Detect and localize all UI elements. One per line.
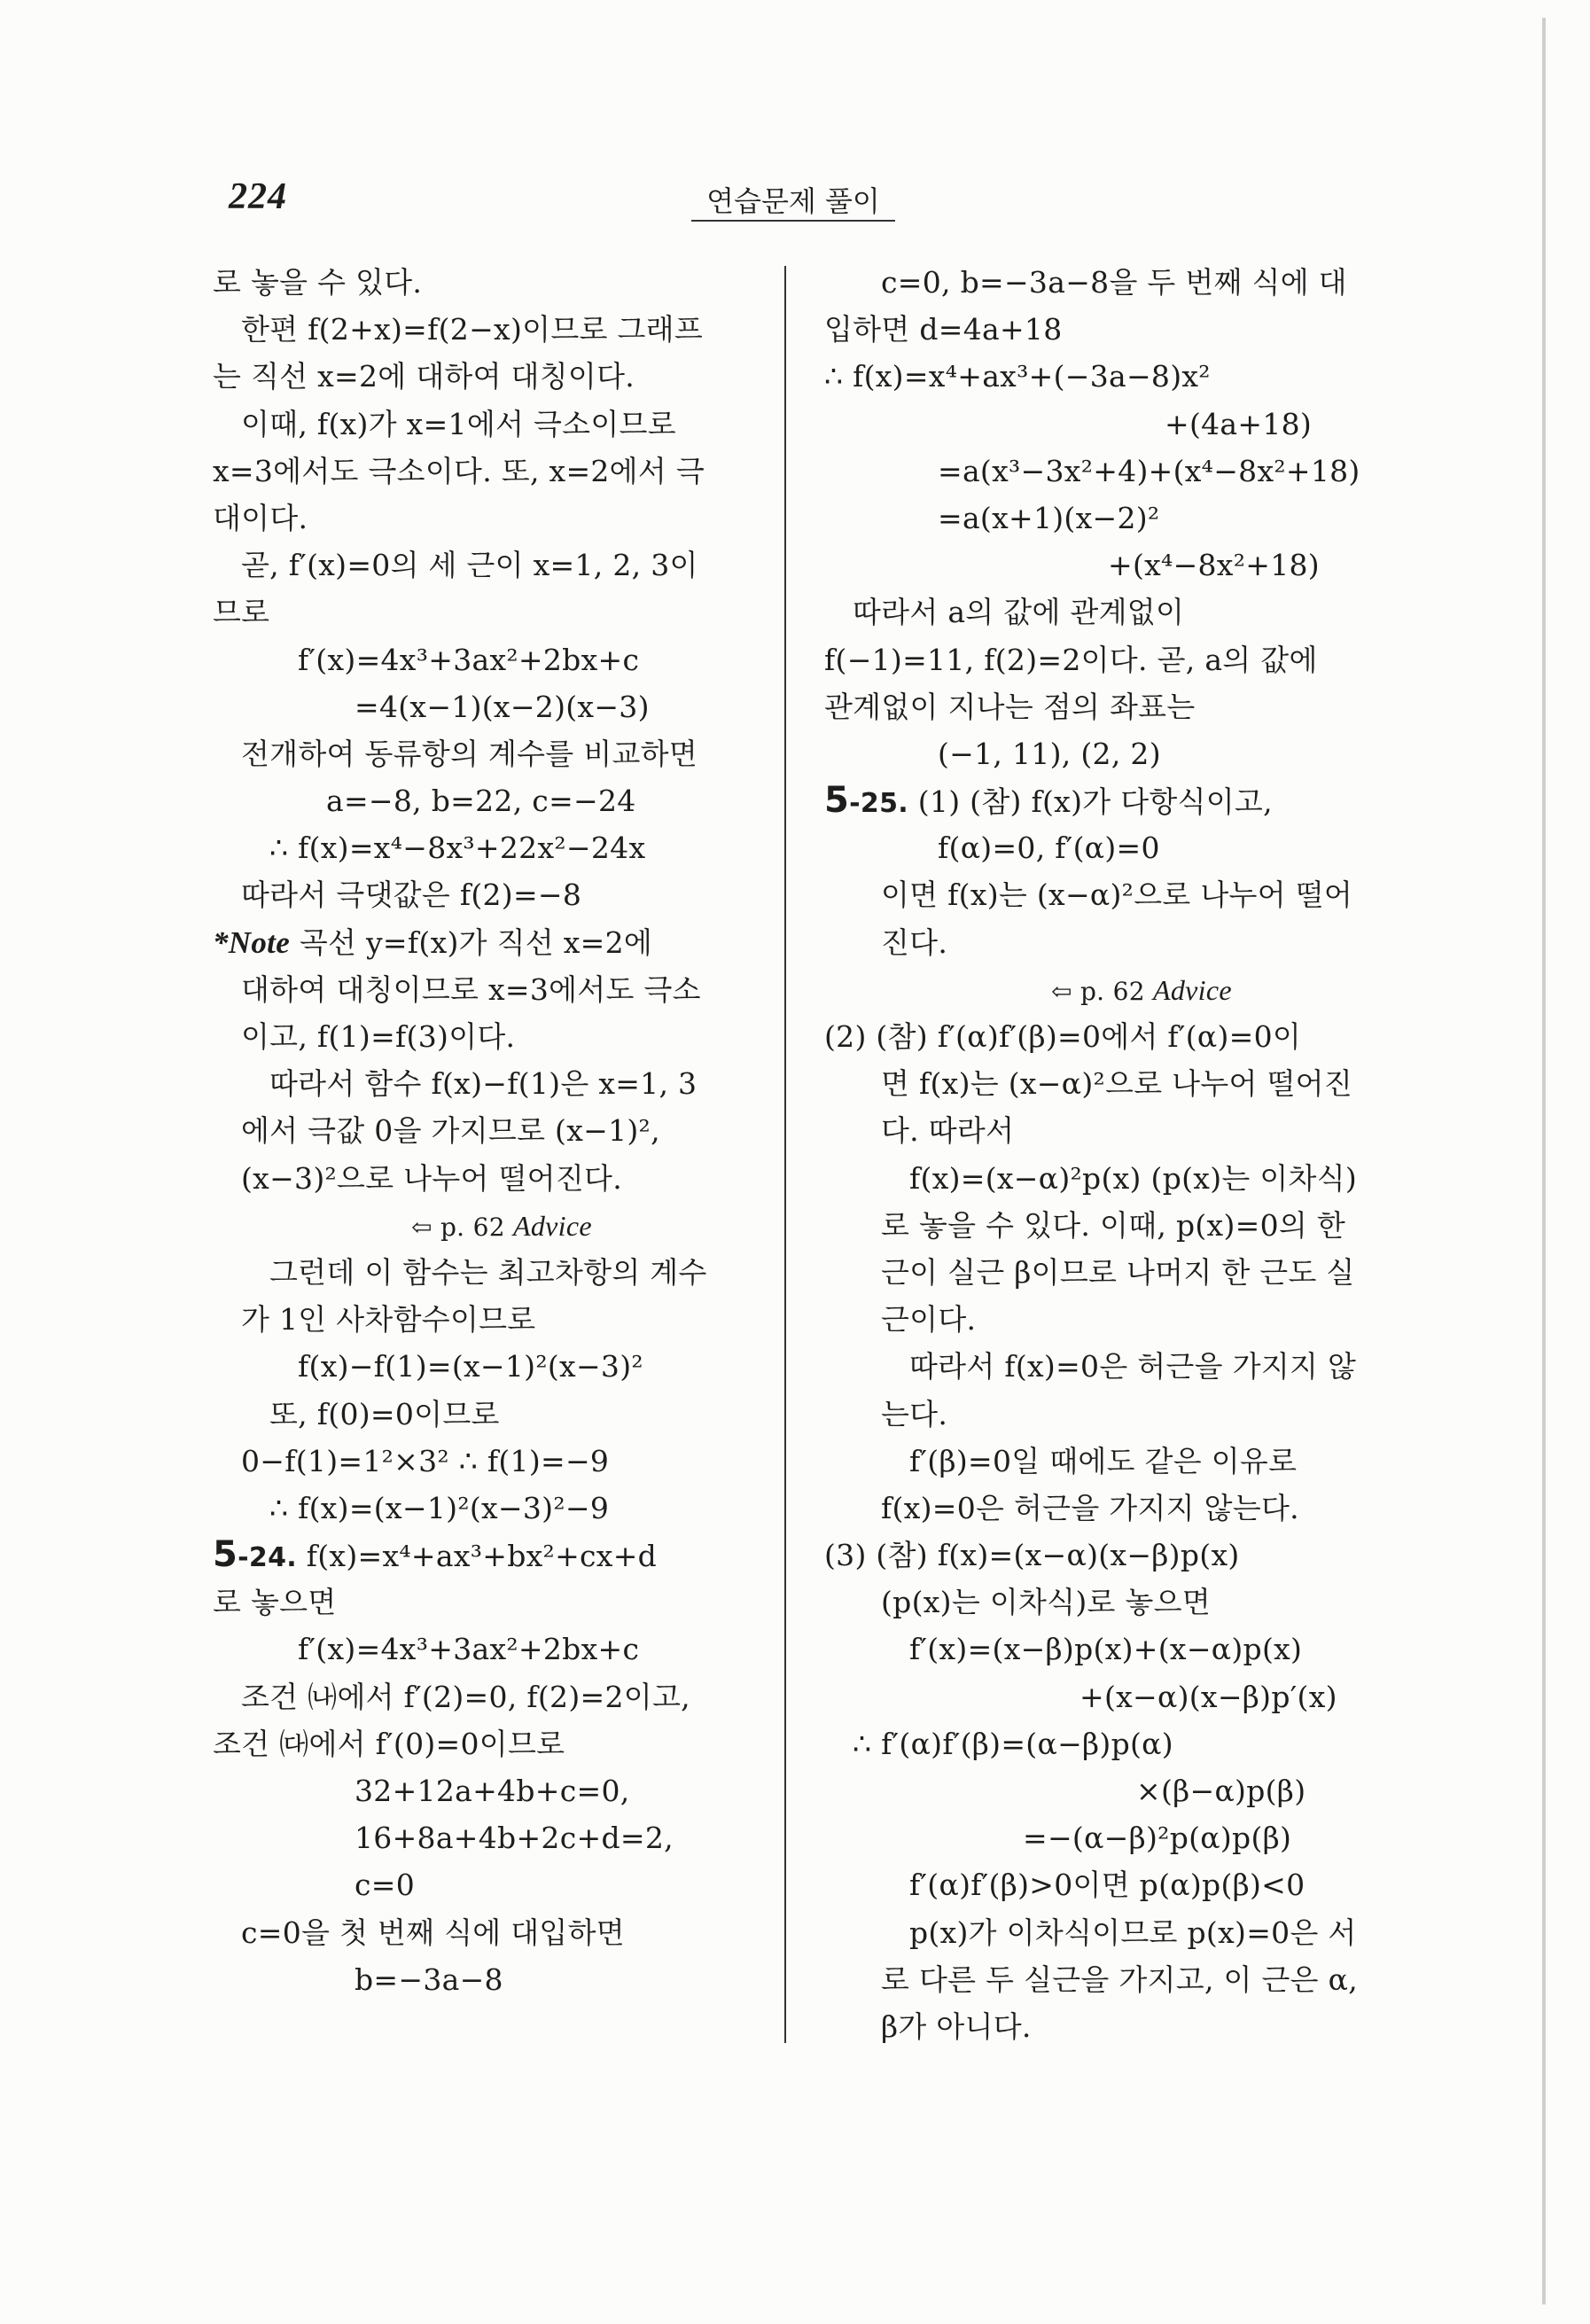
text-line [213, 1013, 762, 1060]
line-text: ∴ f′(α)f′(β)=(α−β)p(α) [853, 1726, 1173, 1761]
line-text: =a(x³−3x²+4)+(x⁴−8x²+18) [938, 453, 1360, 488]
line-text: 로 다른 두 실근을 가지고, 이 근은 α, [881, 1961, 1359, 1997]
text-line [824, 871, 1409, 918]
line-text: 따라서 극댓값은 f(2)=−8 [241, 877, 582, 913]
note-label: *Note [213, 924, 291, 960]
right-column [824, 259, 1409, 2050]
line-text: 진다. [881, 924, 948, 960]
text-line [213, 1579, 762, 1626]
text-line [213, 919, 762, 966]
line-text: +(x⁴−8x²+18) [1108, 548, 1320, 583]
text-line [824, 1720, 1409, 1767]
line-text: 이때, f(x)가 x=1에서 극소이므로 [241, 406, 676, 441]
text-line [824, 1532, 1409, 1579]
line-text: f′(x)=4x³+3ax²+2bx+c [298, 1632, 640, 1667]
line-text: β가 아니다. [881, 2008, 1032, 2044]
line-text: 이고, f(1)=f(3)이다. [241, 1019, 516, 1054]
text-line [213, 542, 762, 589]
line-text: f′(α)f′(β)>0이면 p(α)p(β)<0 [909, 1868, 1306, 1903]
text-line [213, 1814, 762, 1861]
line-text: f(α)=0, f′(α)=0 [938, 831, 1160, 866]
problem-number [213, 1534, 297, 1576]
line-text: c=0을 첫 번째 식에 대입하면 [241, 1915, 625, 1950]
text-line [213, 353, 762, 400]
text-line [824, 824, 1409, 871]
text-line [213, 1767, 762, 1814]
text-line [824, 1391, 1409, 1438]
text-line [824, 636, 1409, 683]
text-line [824, 1673, 1409, 1720]
line-text: 곡선 y=f(x)가 직선 x=2에 [290, 924, 653, 960]
line-text: f(−1)=11, f(2)=2이다. 곧, a의 값에 [824, 642, 1318, 677]
line-text: 곧, f′(x)=0의 세 근이 x=1, 2, 3이 [241, 548, 698, 583]
line-text: 전개하여 동류항의 계수를 비교하면 [241, 736, 698, 771]
line-text: f′(x)=(x−β)p(x)+(x−α)p(x) [909, 1632, 1303, 1667]
text-line [213, 448, 762, 495]
running-head-underline [691, 220, 895, 222]
text-line [824, 1956, 1409, 2003]
line-text: (2) (참) f′(α)f′(β)=0에서 f′(α)=0이 [824, 1019, 1302, 1054]
line-text: f(x)=x⁴+ax³+bx²+cx+d [296, 1539, 658, 1574]
line-text: 따라서 함수 f(x)−f(1)은 x=1, 3 [269, 1066, 698, 1102]
line-text: 로 놓으면 [213, 1585, 337, 1620]
line-text: (−1, 11), (2, 2) [938, 736, 1161, 771]
line-text: 므로 [213, 595, 270, 630]
left-column [213, 259, 762, 2003]
problem-chapter: 5 [824, 780, 850, 822]
line-text: 따라서 a의 값에 관계없이 [853, 595, 1185, 630]
line-text: x=3에서도 극소이다. 또, x=2에서 극 [213, 453, 705, 488]
text-line [213, 401, 762, 448]
line-text: ∴ f(x)=x⁴−8x³+22x²−24x [269, 831, 646, 866]
text-line [824, 919, 1409, 966]
text-line [213, 1861, 762, 1908]
text-line [213, 777, 762, 824]
text-line [824, 259, 1409, 306]
line-text: =4(x−1)(x−2)(x−3) [355, 689, 650, 724]
text-line [824, 542, 1409, 589]
line-text: b=−3a−8 [355, 1961, 503, 1997]
text-line [213, 1391, 762, 1438]
text-line [824, 1485, 1409, 1532]
line-text: +(x−α)(x−β)p′(x) [1079, 1679, 1337, 1714]
line-text: +(4a+18) [1165, 406, 1313, 441]
page-edge-line [1542, 18, 1546, 2305]
text-line [824, 353, 1409, 400]
line-text: f(x)=0은 허근을 가지지 않는다. [881, 1490, 1299, 1525]
text-line [213, 1343, 762, 1390]
line-text: 0−f(1)=1²×3² ∴ f(1)=−9 [241, 1443, 610, 1478]
text-line [213, 1485, 762, 1532]
line-text: 또, f(0)=0이므로 [269, 1396, 500, 1431]
page-number: 224 [229, 176, 287, 217]
text-line [213, 730, 762, 777]
text-line [824, 1155, 1409, 1202]
line-text: ∴ f(x)=x⁴+ax³+(−3a−8)x² [824, 359, 1211, 394]
text-line [824, 1343, 1409, 1390]
line-text: 따라서 f(x)=0은 허근을 가지지 않 [909, 1349, 1357, 1384]
reference-page: ⇦ p. 62 [1051, 976, 1154, 1006]
line-text: 조건 ㈏에서 f′(2)=0, f(2)=2이고, [241, 1679, 690, 1714]
text-line [824, 2003, 1409, 2050]
reference-advice: Advice [513, 1209, 592, 1242]
text-line [824, 401, 1409, 448]
text-line [213, 1956, 762, 2003]
text-line [824, 1861, 1409, 1908]
text-line [824, 1296, 1409, 1343]
text-line [824, 495, 1409, 542]
text-line [213, 589, 762, 636]
line-text: a=−8, b=22, c=−24 [326, 784, 636, 819]
text-line [213, 871, 762, 918]
line-text: 에서 극값 0을 가지므로 (x−1)², [241, 1113, 660, 1149]
text-line [824, 306, 1409, 353]
text-line [213, 1060, 762, 1107]
line-text: 그런데 이 함수는 최고차항의 계수 [269, 1254, 707, 1290]
text-line [213, 824, 762, 871]
page-reference [411, 1209, 592, 1242]
line-text: (3) (참) f(x)=(x−α)(x−β)p(x) [824, 1538, 1240, 1573]
line-text: c=0 [355, 1868, 416, 1903]
text-line [213, 1296, 762, 1343]
problem-chapter: 5 [213, 1534, 238, 1576]
running-head: 연습문제 풀이 [706, 184, 880, 218]
problem-index: -25. [849, 788, 908, 820]
text-line [824, 1909, 1409, 1956]
problem-number [824, 780, 908, 822]
line-text: 관계없이 지나는 점의 좌표는 [824, 689, 1196, 724]
problem-index: -24. [238, 1542, 297, 1574]
text-line [213, 495, 762, 542]
line-text: 조건 ㈐에서 f′(0)=0이므로 [213, 1726, 565, 1761]
line-text: f(x)=(x−α)²p(x) (p(x)는 이차식) [909, 1160, 1358, 1196]
reference-page: ⇦ p. 62 [411, 1212, 514, 1242]
line-text: f(x)−f(1)=(x−1)²(x−3)² [298, 1349, 643, 1384]
text-line [824, 589, 1409, 636]
line-text: ×(β−α)p(β) [1136, 1774, 1306, 1808]
line-text: ∴ f(x)=(x−1)²(x−3)²−9 [269, 1490, 610, 1525]
line-text: 대이다. [213, 500, 308, 535]
text-line [213, 1107, 762, 1154]
text-line [824, 1060, 1409, 1107]
text-line [824, 1107, 1409, 1154]
line-text: 32+12a+4b+c=0, [355, 1774, 630, 1808]
line-text: 로 놓을 수 있다. [213, 265, 423, 300]
line-text: f′(β)=0일 때에도 같은 이유로 [909, 1443, 1298, 1478]
text-line [213, 1155, 762, 1202]
text-line [213, 306, 762, 353]
line-text: 입하면 d=4a+18 [824, 312, 1063, 347]
text-line [213, 1532, 762, 1579]
line-text: 는다. [881, 1396, 948, 1431]
line-text: (1) (참) f(x)가 다항식이고, [908, 784, 1273, 820]
text-line [824, 448, 1409, 495]
line-text: f′(x)=4x³+3ax²+2bx+c [298, 642, 640, 677]
line-text: 16+8a+4b+2c+d=2, [355, 1821, 674, 1856]
text-line [213, 1626, 762, 1673]
text-line [213, 966, 762, 1013]
text-line [213, 1673, 762, 1720]
page-reference [1051, 973, 1232, 1006]
text-line [824, 730, 1409, 777]
line-text: =a(x+1)(x−2)² [938, 500, 1160, 535]
text-line [213, 1438, 762, 1485]
text-line [824, 1626, 1409, 1673]
line-text: c=0, b=−3a−8을 두 번째 식에 대 [881, 265, 1347, 300]
text-line [824, 1579, 1409, 1626]
text-line [824, 1249, 1409, 1296]
text-line [824, 683, 1409, 730]
line-text: 로 놓을 수 있다. 이때, p(x)=0의 한 [881, 1207, 1346, 1243]
line-text: 한편 f(2+x)=f(2−x)이므로 그래프 [241, 312, 703, 347]
reference-advice: Advice [1153, 973, 1232, 1006]
text-line [824, 777, 1409, 824]
text-line [824, 1013, 1409, 1060]
line-text: =−(α−β)²p(α)p(β) [1023, 1821, 1292, 1856]
text-line [824, 1202, 1409, 1249]
line-text: 면 f(x)는 (x−α)²으로 나누어 떨어진 [881, 1066, 1353, 1102]
text-line [213, 1720, 762, 1767]
text-line [213, 683, 762, 730]
text-line [213, 1202, 762, 1249]
text-line [824, 1767, 1409, 1814]
line-text: 이면 f(x)는 (x−α)²으로 나누어 떨어 [881, 877, 1353, 913]
line-text: 는 직선 x=2에 대하여 대칭이다. [213, 359, 635, 394]
line-text: 다. 따라서 [881, 1113, 1015, 1149]
line-text: p(x)가 이차식이므로 p(x)=0은 서 [909, 1915, 1357, 1950]
line-text: 가 1인 사차함수이므로 [241, 1302, 536, 1337]
text-line [213, 1909, 762, 1956]
text-line [213, 259, 762, 306]
text-line [213, 636, 762, 683]
column-divider [784, 266, 786, 2043]
text-line [824, 1438, 1409, 1485]
line-text: 근이 실근 β이므로 나머지 한 근도 실 [881, 1254, 1355, 1290]
text-line [824, 966, 1409, 1013]
line-text: 근이다. [881, 1302, 977, 1337]
line-text: (p(x)는 이차식)로 놓으면 [881, 1585, 1212, 1620]
line-text: (x−3)²으로 나누어 떨어진다. [241, 1160, 623, 1196]
text-line [213, 1249, 762, 1296]
text-line [824, 1814, 1409, 1861]
line-text: 대하여 대칭이므로 x=3에서도 극소 [241, 971, 701, 1007]
